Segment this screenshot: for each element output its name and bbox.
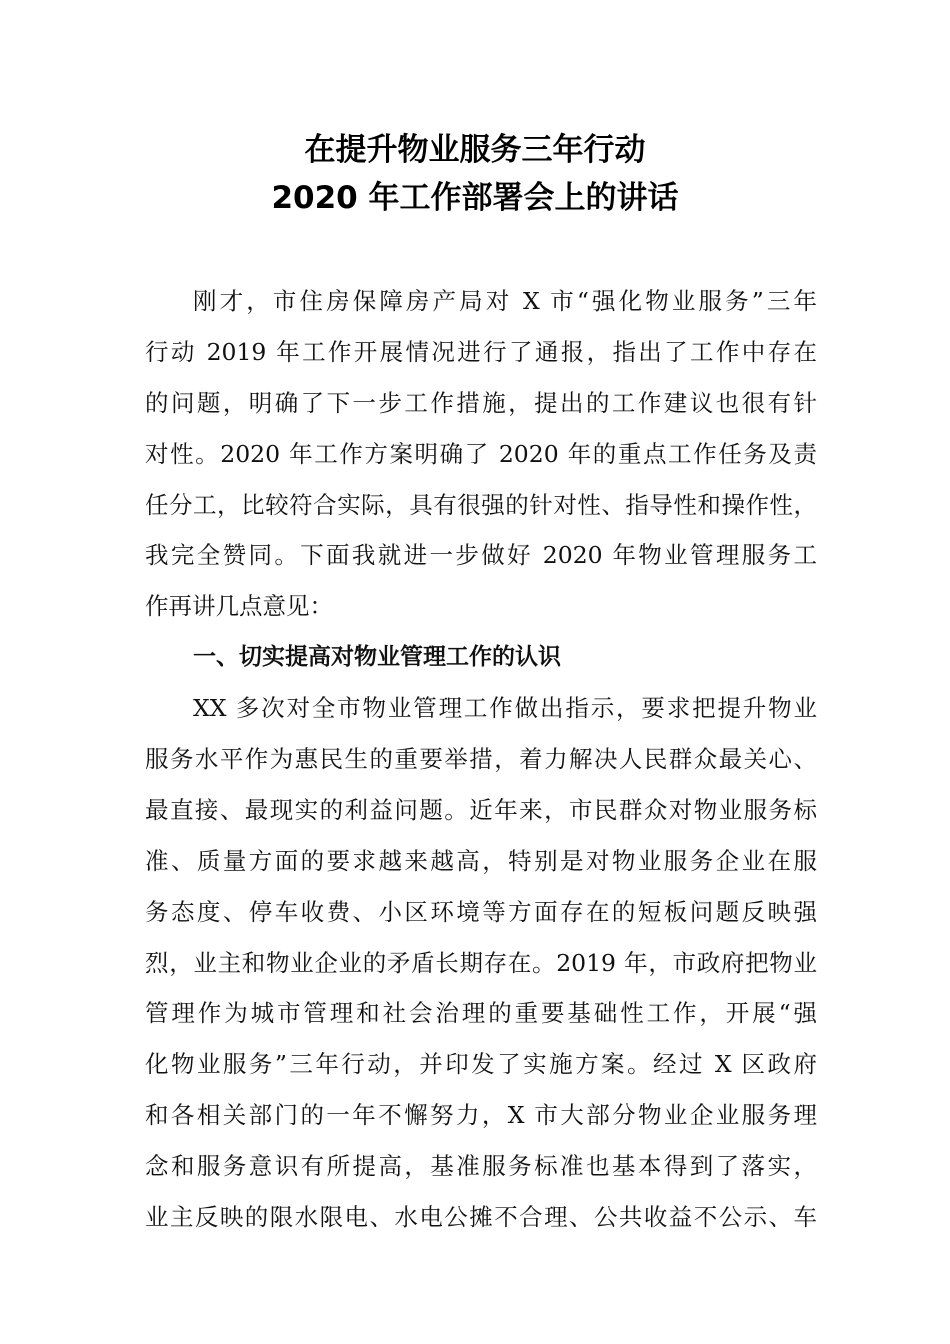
paragraph-line: 的问题，明确了下一步工作措施，提出的工作建议也很有针 xyxy=(145,388,817,417)
paragraph-line: 烈，业主和物业企业的矛盾长期存在。2019 年，市政府把物业 xyxy=(145,948,817,977)
paragraph-line: 念和服务意识有所提高，基准服务标准也基本得到了落实， xyxy=(145,1152,817,1181)
document-title-line-2: 2020 年工作部署会上的讲话 xyxy=(271,180,679,216)
paragraph-line: 行动 2019 年工作开展情况进行了通报，指出了工作中存在 xyxy=(145,337,817,366)
paragraph-line: 化物业服务”三年行动，并印发了实施方案。经过 X 区政府 xyxy=(145,1050,817,1079)
paragraph-line: 任分工，比较符合实际，具有很强的针对性、指导性和操作性， xyxy=(145,490,817,519)
paragraph-line: 服务水平作为惠民生的重要举措，着力解决人民群众最关心、 xyxy=(145,745,817,774)
paragraph-line: 我完全赞同。下面我就进一步做好 2020 年物业管理服务工 xyxy=(145,541,817,570)
paragraph-line: 务态度、停车收费、小区环境等方面存在的短板问题反映强 xyxy=(145,897,817,926)
paragraph-line: 最直接、最现实的利益问题。近年来，市民群众对物业服务标 xyxy=(145,795,817,824)
paragraph-line: 准、质量方面的要求越来越高，特别是对物业服务企业在服 xyxy=(145,846,817,875)
paragraph-line: 对性。2020 年工作方案明确了 2020 年的重点工作任务及责 xyxy=(145,439,817,468)
document-title-line-1: 在提升物业服务三年行动 xyxy=(304,132,646,168)
paragraph-line: 和各相关部门的一年不懈努力，X 市大部分物业企业服务理 xyxy=(145,1101,817,1130)
document-body xyxy=(145,283,817,1250)
paragraph-line: XX 多次对全市物业管理工作做出指示，要求把提升物业 xyxy=(193,694,817,723)
paragraph-line: 刚才，市住房保障房产局对 X 市“强化物业服务”三年 xyxy=(193,287,817,315)
paragraph-line: 业主反映的限水限电、水电公摊不合理、公共收益不公示、车 xyxy=(145,1203,817,1232)
paragraph-line: 管理作为城市管理和社会治理的重要基础性工作，开展“强 xyxy=(145,999,817,1028)
section-heading: 一、切实提高对物业管理工作的认识 xyxy=(193,644,561,671)
paragraph-line: 作再讲几点意见： xyxy=(145,592,333,621)
